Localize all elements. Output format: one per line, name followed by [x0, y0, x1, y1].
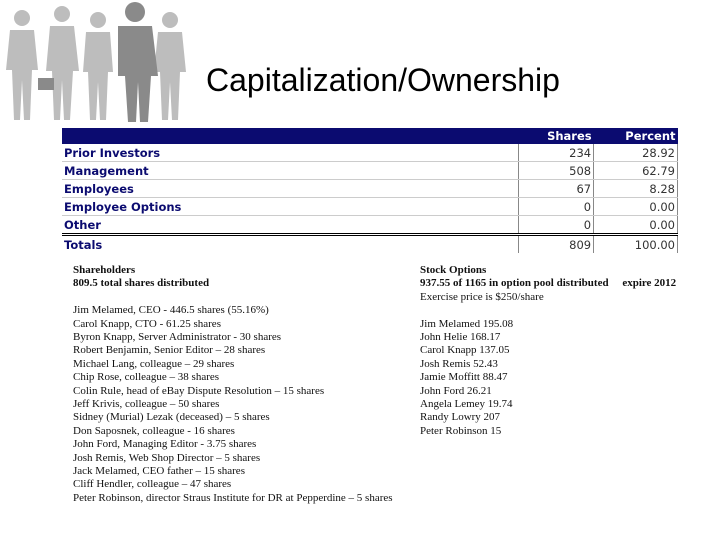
row-label: Other: [62, 216, 519, 235]
list-item: Randy Lowry 207: [420, 411, 501, 424]
shareholders-section: [73, 264, 393, 505]
list-item: Jamie Moffitt 88.47: [420, 371, 508, 384]
list-item: Colin Rule, head of eBay Dispute Resolution – 15 shares: [73, 384, 325, 397]
list-item: Angela Lemey 19.74: [420, 398, 513, 411]
table-row: [62, 216, 678, 235]
list-item: Michael Lang, colleague – 29 shares: [73, 357, 235, 370]
list-item: Chip Rose, colleague – 38 shares: [73, 371, 220, 384]
table-row: [62, 162, 678, 180]
list-item: Byron Knapp, Server Administrator - 30 shares: [73, 331, 282, 344]
header-shares: Shares: [519, 128, 594, 144]
list-item: Peter Robinson, director Straus Institute for DR at Pepperdine – 5 shares: [73, 491, 393, 504]
stock-options-section: [420, 264, 676, 438]
list-item: John Ford 26.21: [420, 384, 492, 397]
row-percent: 8.28: [594, 180, 678, 198]
list-item: Jim Melamed, CEO - 446.5 shares (55.16%): [73, 304, 269, 317]
row-shares: 508: [519, 162, 594, 180]
page-title: Capitalization/Ownership: [206, 62, 560, 98]
shareholders-heading: Shareholders: [73, 264, 136, 276]
capitalization-table: [62, 128, 678, 253]
list-item: Jack Melamed, CEO father – 15 shares: [73, 465, 245, 478]
totals-percent: 100.00: [594, 235, 678, 254]
row-percent: 0.00: [594, 216, 678, 235]
list-item: Sidney (Murial) Lezak (deceased) – 5 shares: [73, 411, 270, 424]
row-label: Management: [62, 162, 519, 180]
totals-row: [62, 235, 678, 254]
row-label: Employee Options: [62, 198, 519, 216]
row-shares: 67: [519, 180, 594, 198]
table-header-row: [62, 128, 678, 144]
row-label: Prior Investors: [62, 144, 519, 162]
row-shares: 0: [519, 216, 594, 235]
list-item: Carol Knapp, CTO - 61.25 shares: [73, 317, 221, 330]
row-percent: 28.92: [594, 144, 678, 162]
list-item: Josh Remis 52.43: [420, 357, 498, 370]
list-item: Carol Knapp 137.05: [420, 344, 510, 357]
people-silhouettes-logo: [0, 0, 195, 125]
row-label: Employees: [62, 180, 519, 198]
stock-options-subheading: 937.55 of 1165 in option pool distributed expire 2012: [420, 277, 677, 290]
totals-label: Totals: [62, 235, 519, 254]
list-item: Josh Remis, Web Shop Director – 5 shares: [73, 451, 261, 464]
header-blank: [62, 128, 519, 144]
list-item: John Ford, Managing Editor - 3.75 shares: [73, 438, 257, 451]
totals-shares: 809: [519, 235, 594, 254]
list-item: Cliff Hendler, colleague – 47 shares: [73, 478, 232, 491]
list-item: Robert Benjamin, Senior Editor – 28 shares: [73, 344, 266, 357]
stock-options-heading: Stock Options: [420, 264, 487, 276]
stock-options-list: [420, 318, 676, 439]
exercise-price: Exercise price is $250/share: [420, 290, 544, 303]
shareholders-subheading: 809.5 total shares distributed: [73, 277, 210, 290]
list-item: John Helie 168.17: [420, 331, 501, 344]
header-percent: Percent: [594, 128, 678, 144]
list-item: Jeff Krivis, colleague – 50 shares: [73, 398, 220, 411]
table-row: [62, 180, 678, 198]
row-percent: 62.79: [594, 162, 678, 180]
row-shares: 234: [519, 144, 594, 162]
table-row: [62, 144, 678, 162]
shareholders-list: [73, 304, 393, 505]
list-item: Jim Melamed 195.08: [420, 317, 514, 330]
table-row: [62, 198, 678, 216]
row-shares: 0: [519, 198, 594, 216]
list-item: Peter Robinson 15: [420, 424, 502, 437]
row-percent: 0.00: [594, 198, 678, 216]
list-item: Don Saposnek, colleague - 16 shares: [73, 424, 235, 437]
